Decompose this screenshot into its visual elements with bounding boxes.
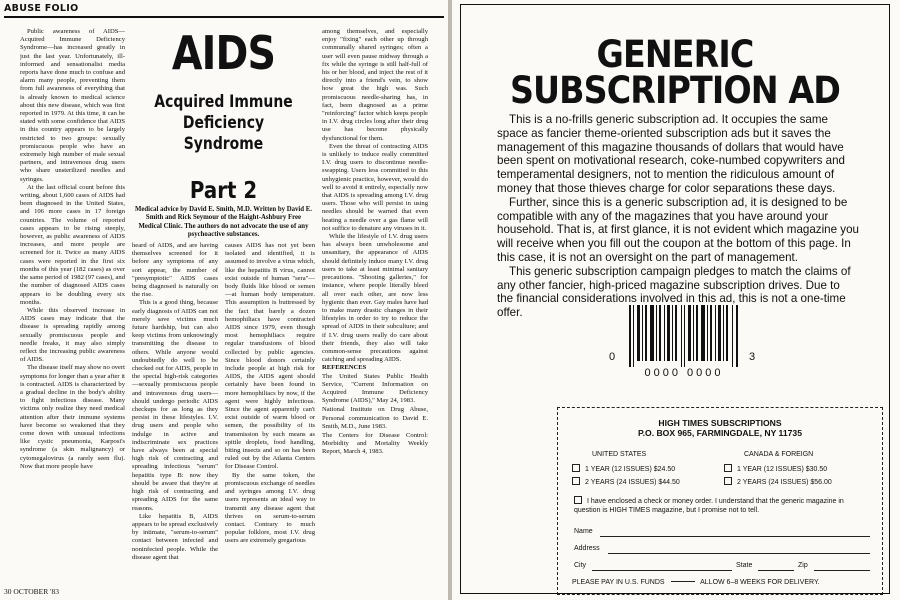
part-label: Part 2 xyxy=(189,178,258,204)
references-list xyxy=(322,373,428,457)
address-field[interactable] xyxy=(608,553,870,554)
headline: AIDS xyxy=(171,26,276,80)
zip-label: Zip xyxy=(798,562,808,569)
address-label: Address xyxy=(574,545,600,552)
article-column-3 xyxy=(225,242,315,584)
reference-item: National Institute on Drug Abuse, Personal communication to David E. Smith, M.D., June 1983. xyxy=(322,406,428,430)
option-label: 1 YEAR (12 ISSUES) $24.50 xyxy=(585,466,676,473)
name-label: Name xyxy=(574,528,593,535)
coupon-heading-line2: P.O. BOX 965, FARMINGDALE, NY 11735 xyxy=(638,428,802,438)
barcode-number: 0000 0000 xyxy=(644,367,724,379)
canada-option-1year[interactable] xyxy=(724,464,827,473)
option-label: 2 YEARS (24 ISSUES) $44.50 xyxy=(585,479,680,486)
page-folio: 30 OCTOBER '83 xyxy=(4,587,59,596)
ad-paragraph: Further, since this is a generic subscription ad, it is designed to be compatible with any of the magazines that you have around your household. That is, at first glance, it is not evident which magazine you will receive when you fill out the coupon at the bottom of this page. In this case, it is not an oversight on the part of management. xyxy=(497,195,859,264)
footer-pay-note: PLEASE PAY IN U.S. FUNDS xyxy=(572,579,665,586)
us-option-1year[interactable] xyxy=(572,464,675,473)
city-label: City xyxy=(574,562,587,569)
ad-frame xyxy=(460,4,890,594)
ad-paragraph: This generic subscription campaign pledges to match the claims of any other fancier, high-priced magazine subscription drives. Due to the financial considerations involved in this ad, this is not a one-time offer. xyxy=(497,264,851,320)
paragraph: The disease itself may show no overt symptoms for longer than a year after it is contracted. AIDS is characterized by a gradual decline in the body's ability to fight infectious disease. Many victims only realize they need medical attention after their immune systems have become so weakened that they come down with unusual infections like cystic pneumonia, Karposi's syndrome (a skin malignancy) or cytomegalovirus (a rarely seen flu). Now that more people have xyxy=(20,364,125,470)
canada-label: CANADA & FOREIGN xyxy=(744,451,814,458)
article-column-2 xyxy=(132,242,218,584)
ad-body xyxy=(497,113,859,320)
article-column-4 xyxy=(322,28,428,584)
coupon-footer xyxy=(572,579,872,586)
option-label: 1 YEAR (12 ISSUES) $30.50 xyxy=(737,466,828,473)
left-page xyxy=(0,0,448,600)
byline: Medical advice by David E. Smith, M.D. Written by David E. Smith and Rick Seymour of the Haight-Ashbury Free Medical Clinic. The authors do not advocate the use of any psychoactive substances. xyxy=(134,206,313,238)
paragraph: causes AIDS has not yet been isolated and identified, it is assumed to involve a virus which, like the hepatitis B virus, cannot exist outside of human "sera"—body fluids like blood or semen—at human body temperature. This assumption is buttressed by the fact that barely a dozen hemophiliacs have contracted AIDS since 1979, even though most hemophiliacs require regular transfusions of blood collected by public agencies. Since blood donors certainly include people at high risk for AIDS, the AIDS agent should certainly have been found in more hemophiliacs by now, if the agent were highly infectious. Since the agent apparently can't exist outside of warm blood or semen, the possibility of its transmission by such means as spittle droplets, food handling, biting insects and so on has been ruled out by the Atlanta Centers for Disease Control. xyxy=(225,242,315,471)
checkbox[interactable] xyxy=(724,477,732,485)
barcode-left-digit: 0 xyxy=(609,351,616,363)
ad-title: GENERIC SUBSCRIPTION AD xyxy=(509,33,841,112)
city-field[interactable] xyxy=(592,570,732,571)
paragraph: Like hepatitis B, AIDS appears to be spread exclusively by intimate, "serum-to-serum" contact between infected and noninfected people. While the disease agent that xyxy=(132,512,218,561)
name-field[interactable] xyxy=(600,536,870,537)
payment-check-text: I have enclosed a check or money order. I understand that the generic magazine in question is HIGH TIMES magazine, but I promise not to tell. xyxy=(574,498,844,514)
paragraph: By the same token, the promiscuous exchange of needles and syringes among I.V. drug users represents an ideal way to transmit any disease agent that thrives on serum-to-serum contact. Contrary to much popular folklore, most I.V. drug users are extremely gregarious xyxy=(225,471,315,545)
zip-field[interactable] xyxy=(814,570,870,571)
subscription-coupon xyxy=(557,407,883,595)
option-label: 2 YEARS (24 ISSUES) $56.00 xyxy=(737,479,832,486)
state-label: State xyxy=(736,562,753,569)
checkbox[interactable] xyxy=(724,464,732,472)
article-column-1 xyxy=(20,28,125,584)
paragraph: heard of AIDS, and are having themselves screened for it before any symptoms of any sort appear, the number of "presymptotic" AIDS cases being diagnosed is naturally on the rise. xyxy=(132,242,218,299)
footer-dash xyxy=(671,581,695,582)
subtitle: Acquired Immune Deficiency Syndrome xyxy=(154,92,293,154)
top-rule xyxy=(4,16,444,18)
paragraph: While the lifestyle of I.V. drug users has always been unwholesome and unsanitary, the appearance of AIDS should definitely induce many I.V. drug users to take at least minimal sanitary precautions. "Shooting galleries," for instance, where people literally bleed all over each other, are now less hygienic than ever. Gay males have had to make many drastic changes in their lifestyles in order to try to reduce the spread of AIDS in their subculture; and if I.V. drug users really do care about their friends, they also will take common-sense precautions against catching and spreading AIDS. xyxy=(322,233,428,364)
barcode-right-digit: 3 xyxy=(749,351,756,363)
us-option-2years[interactable] xyxy=(572,477,680,486)
barcode-bars xyxy=(629,305,739,367)
barcode xyxy=(629,305,739,385)
references-heading: REFERENCES xyxy=(322,364,367,372)
paragraph: This is a good thing, because early diagnosis of AIDS can not merely save victims much future hardship, but can also keep victims from unknowingly transmitting the disease to others. While anyone would undoubtedly do well to be checked out for AIDS, people in the special high-risk categories—sexually promiscuous people and intravenous drug users—should undergo periodic AIDS checkups for as long as they persist in these lifestyles. I.V. drug users and people who indulge in active and indiscriminate sex practices have always been at special high risk of contracting and spreading infectious "serum" hepatitis type B: now they should be aware that they're at high risk of contracting and spreading AIDS for the same reasons. xyxy=(132,299,218,512)
ad-paragraph: This is a no-frills generic subscription ad. It occupies the same space as fancier theme-oriented subscription ads but it saves the management of this magazine thousands of dollars that would have been spent on motivational research, coke-numbed copywriters and temperamental designers, not to mention the ridiculous amount of money that those thieves charge for color separations these days. xyxy=(497,113,846,195)
reference-item: The United States Public Health Service, "Current Information on Acquired Immune Deficiency Syndrome (AIDS)," May 24, 1983. xyxy=(322,372,428,405)
canada-option-2years[interactable] xyxy=(724,477,832,486)
paragraph: While this observed increase in AIDS cases may indicate that the disease is spreading rapidly among sexually promiscuous people and needle freaks, it may also simply reflect the increasing public awareness of AIDS. xyxy=(20,306,125,364)
checkbox[interactable] xyxy=(572,464,580,472)
footer-delivery-note: ALLOW 6–8 WEEKS FOR DELIVERY. xyxy=(700,579,820,586)
coupon-heading-line1: HIGH TIMES SUBSCRIPTIONS xyxy=(658,418,782,428)
right-page xyxy=(452,0,900,600)
checkbox[interactable] xyxy=(574,496,582,504)
payment-checkbox-row[interactable] xyxy=(574,496,870,515)
paragraph: among themselves, and especially enjoy "fixing" each other up through communally shared syringes; often a user will even pause midway through a fix while the syringe is still half-full of his or her blood, and inject the rest of it directly into a friend's vein, to show how great the high was. Such promiscuous needle-sharing has, in fact, been diagnosed as a prime "reinforcing" factor which keeps people in I.V. drug circles long after their drug use has become physically dysfunctional for them. xyxy=(322,28,428,142)
checkbox[interactable] xyxy=(572,477,580,485)
reference-item: The Centers for Disease Control: Morbidity and Mortality Weekly Report, March 4, 1983. xyxy=(322,431,428,456)
section-label: ABUSE FOLIO xyxy=(4,3,79,14)
state-field[interactable] xyxy=(758,570,794,571)
paragraph: Public awareness of AIDS—Acquired Immune Deficiency Syndrome—has increased greatly in just the last year. Unfortunately, ill-informed and sensationalist media reports have done much to confuse and alarm many people, preventing them from full awareness of everything that is already known to medical science about this new disease, which was first reported in 1979. At this time, it can be stated with some confidence that AIDS in this country appears to be largely restricted to two groups: sexually promiscuous people who have an extremely high number of male sexual partners, and intravenous drug users who share unsterilized needles and syringes. xyxy=(20,28,125,183)
paragraph: At the last official count before this writing, about 1,600 cases of AIDS had been diagnosed in the United States, and 106 more cases in 17 foreign countries. The volume of reported cases appears to be rising steeply, however, as public awareness of AIDS increases, and more people are screened for it. Twice as many AIDS cases were reported in the first six months of this year (182 cases) as over the same period of 1982 (97 cases), and the number of diagnosed AIDS cases appears to be doubling every six months. xyxy=(20,183,125,306)
us-label: UNITED STATES xyxy=(592,451,647,458)
paragraph: Even the threat of contracting AIDS is unlikely to induce really committed I.V. drug users to discontinue needle-swapping. Users less committed to this unhygienic practice, however, would do well to avoid it entirely, especially now that AIDS is spreading among I.V. drug users. Those who will persist in using needles should be warned that even heating a needle over a gas flame will not suffice to denature any viruses in it. xyxy=(322,142,428,232)
coupon-heading xyxy=(558,418,882,438)
